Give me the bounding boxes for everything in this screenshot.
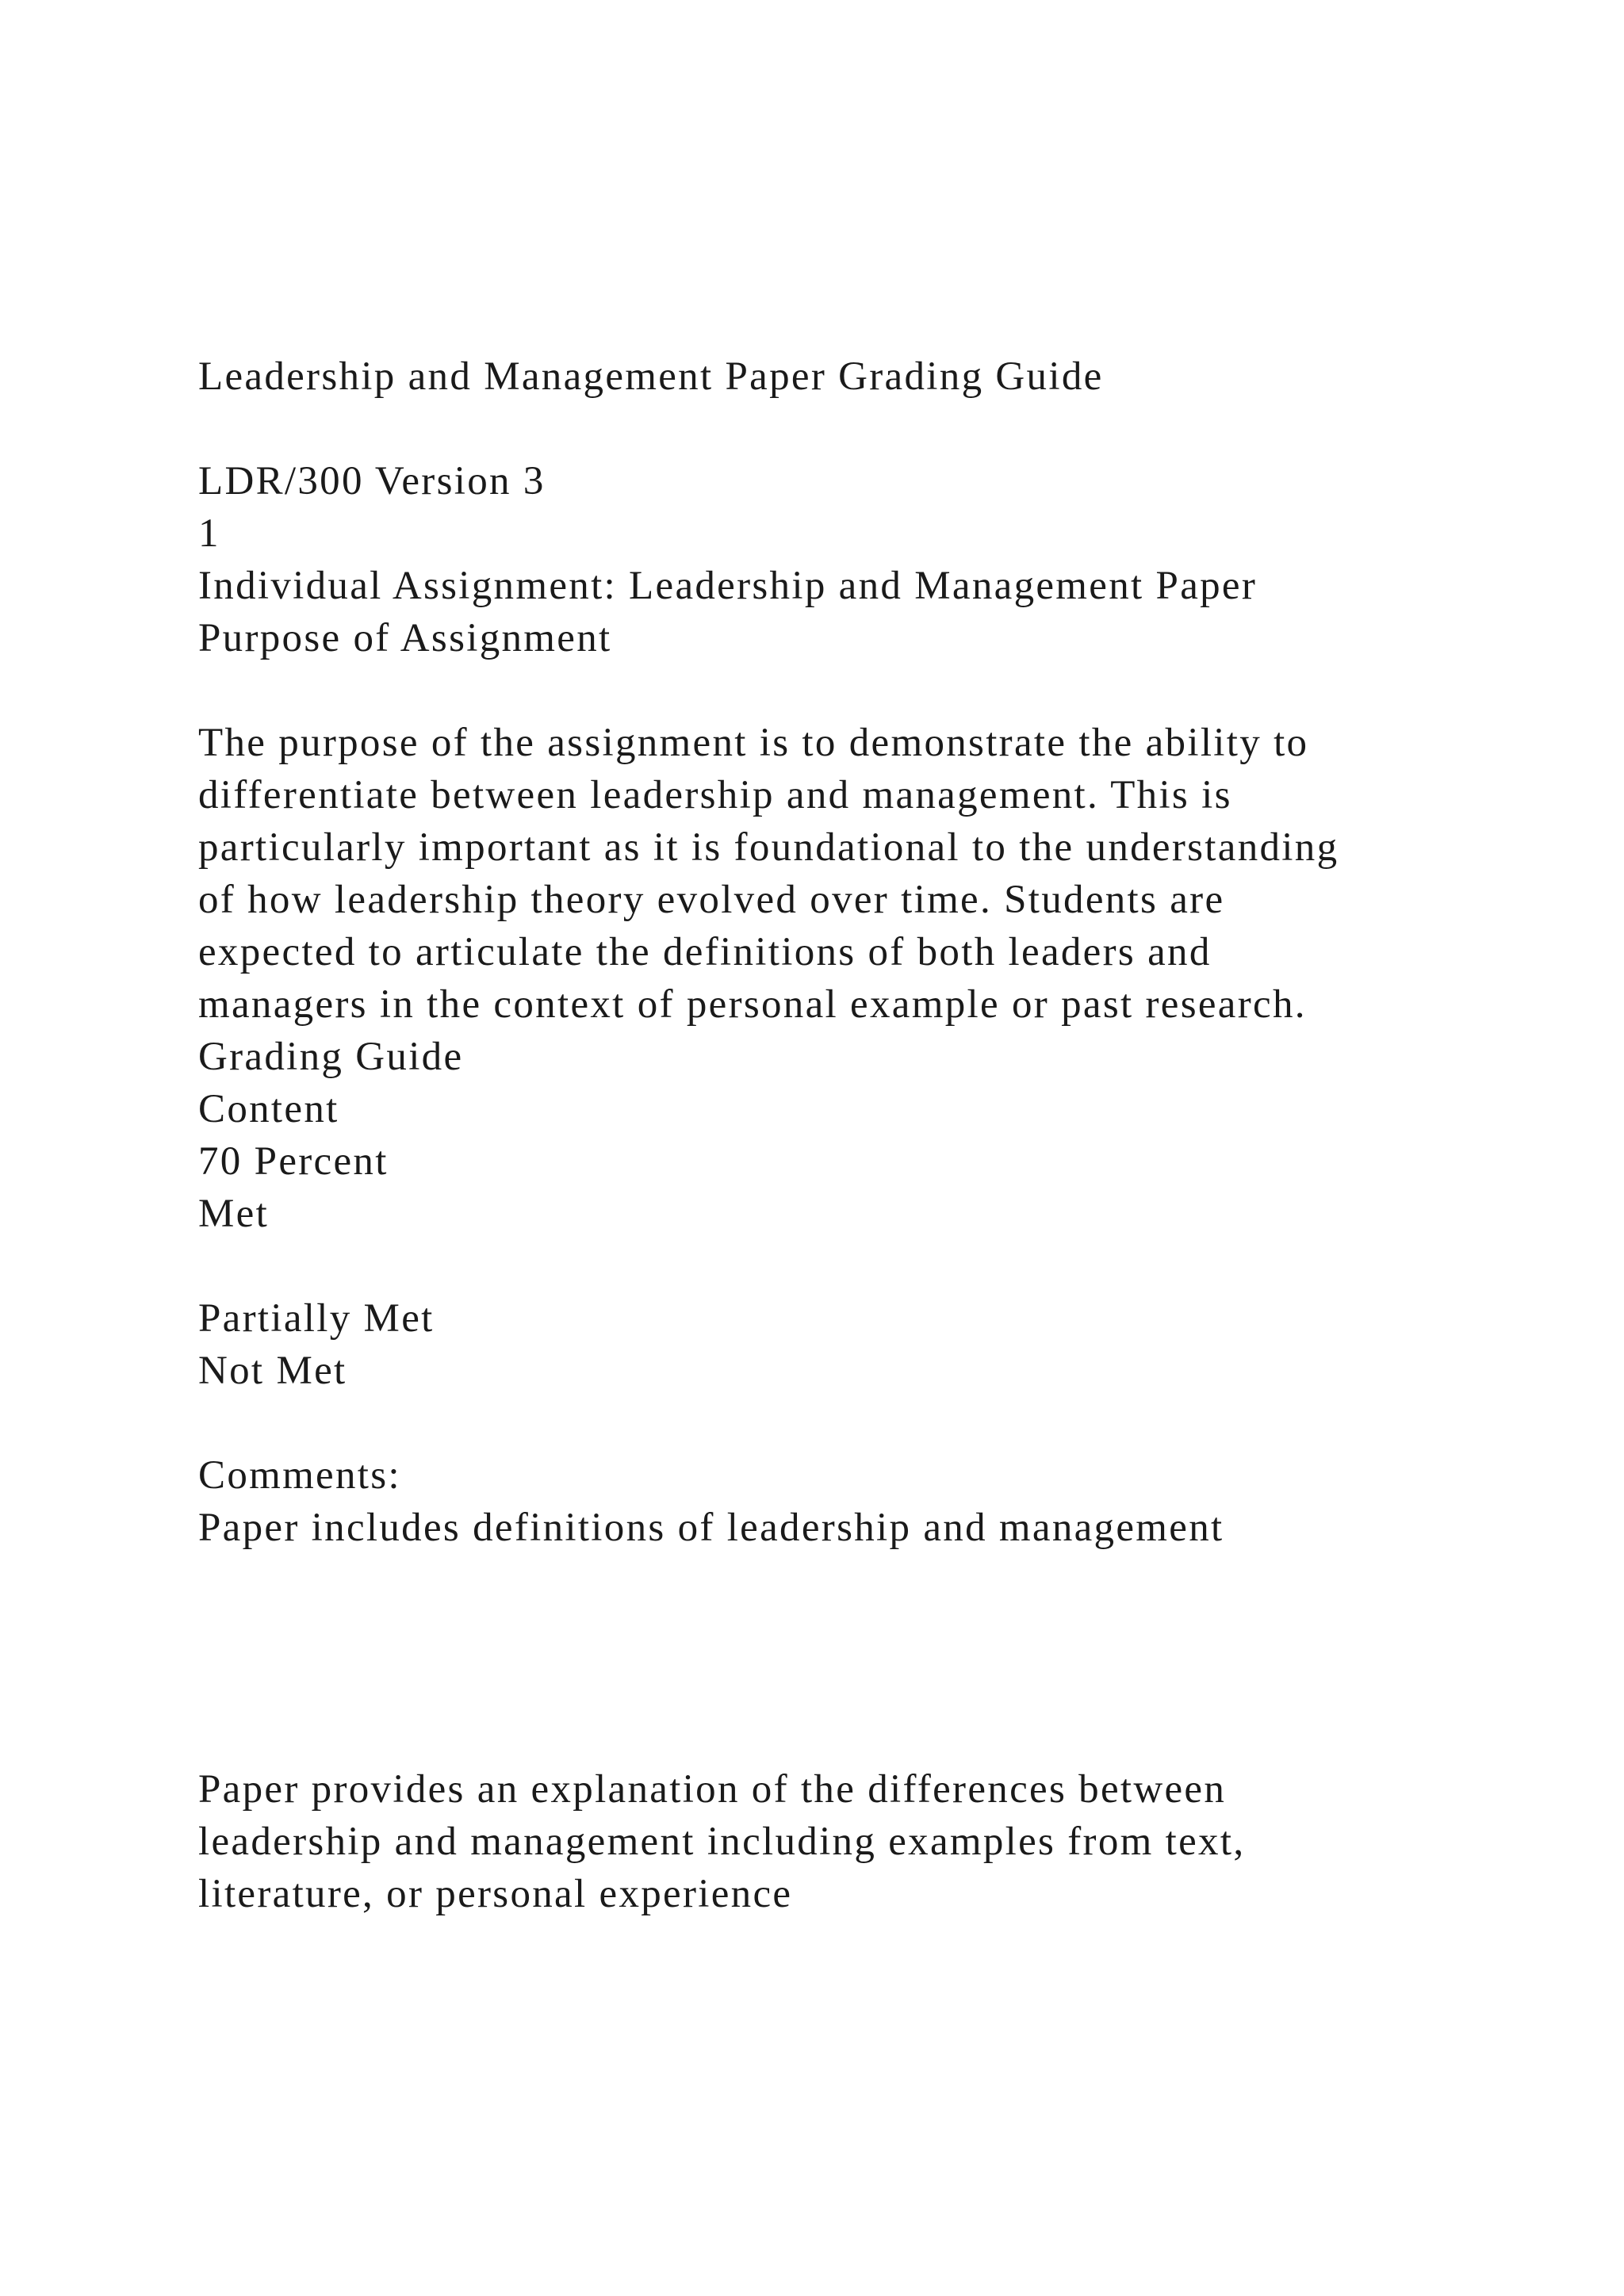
spacer <box>198 1397 1546 1449</box>
course-version: LDR/300 Version 3 <box>198 459 546 503</box>
purpose-line: particularly important as it is foundational to the understanding <box>198 825 1339 870</box>
purpose-line: of how leadership theory evolved over time. Students are <box>198 878 1225 922</box>
grading-guide-label: Grading Guide <box>198 1035 464 1079</box>
spacer <box>198 1554 1546 1606</box>
criterion-definitions: Paper includes definitions of leadership and management <box>198 1506 1224 1550</box>
content-label: Content <box>198 1087 339 1131</box>
criterion-differences-line: literature, or personal experience <box>198 1872 793 1916</box>
spacer <box>198 1659 1546 1711</box>
purpose-line: expected to articulate the definitions of both leaders and <box>198 930 1212 974</box>
spacer <box>198 664 1546 717</box>
criterion-differences-line: leadership and management including examples from text, <box>198 1820 1246 1864</box>
spacer <box>198 1711 1546 1763</box>
spacer <box>198 1240 1546 1292</box>
purpose-line: managers in the context of personal example or past research. <box>198 982 1307 1027</box>
document-body <box>198 350 1546 1920</box>
comments-label: Comments: <box>198 1453 401 1498</box>
document-title: Leadership and Management Paper Grading Guide <box>198 354 1104 399</box>
content-weight: 70 Percent <box>198 1139 389 1184</box>
assignment-title: Individual Assignment: Leadership and Management Paper <box>198 564 1258 608</box>
criterion-differences-line: Paper provides an explanation of the differences between <box>198 1767 1227 1812</box>
purpose-line: The purpose of the assignment is to demonstrate the ability to <box>198 721 1309 765</box>
purpose-heading: Purpose of Assignment <box>198 616 612 660</box>
partially-met-label: Partially Met <box>198 1296 435 1341</box>
met-label: Met <box>198 1192 270 1236</box>
spacer <box>198 1606 1546 1659</box>
page-number: 1 <box>198 511 220 556</box>
spacer <box>198 403 1546 455</box>
not-met-label: Not Met <box>198 1349 347 1393</box>
purpose-line: differentiate between leadership and management. This is <box>198 773 1232 817</box>
